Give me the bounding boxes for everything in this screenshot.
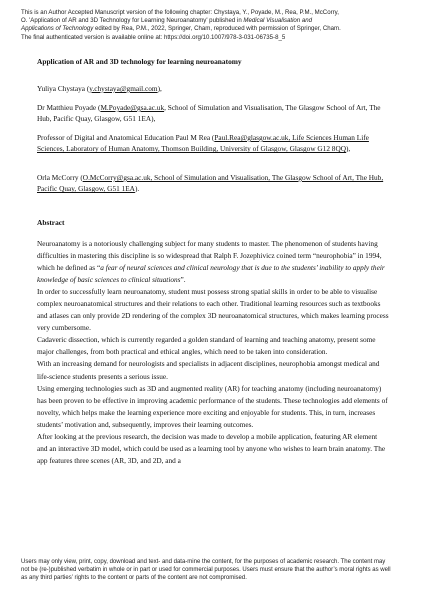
author-name: Professor of Digital and Anatomical Education Paul M Rea ( bbox=[37, 133, 215, 142]
header-text: edited by Rea, P.M., 2022, Springer, Cham, reproduced with permission of Springer, Cham. bbox=[93, 25, 341, 33]
author-1 bbox=[37, 83, 389, 94]
footer-line-1: Users may only view, print, copy, download and text- and data-mine the content, for the purposes of academic research. The content may bbox=[21, 559, 386, 565]
author-email-link[interactable]: Paul.Rea@glasgow.ac.uk, Life Sciences Human Life Sciences, Laboratory of Human Anatomy, Thomson Building, University of Glasgow, Glasgow G12 8QQ bbox=[37, 133, 369, 154]
paragraph-text: Neuroanatomy is a notoriously challenging subject for many students to master. The phenomenon of students having difficulties in mastering this discipline is so widespread that Ralph F. Jozephivicz coined term “neurophobia” in 1994, which he defined as “ bbox=[37, 239, 382, 273]
author-2 bbox=[37, 102, 389, 124]
author-4 bbox=[37, 172, 389, 194]
footer-line-2: not be (re-)published verbatim in whole or in part or used for commercial purposes. Users must ensure that the author’s moral rights as well bbox=[21, 567, 391, 573]
author-email-link[interactable]: M.Poyade@gsa.ac.uk bbox=[100, 103, 165, 112]
paper-title: Application of AR and 3D technology for learning neuroanatomy bbox=[37, 57, 242, 66]
abstract-paragraph-3: Cadaveric dissection, which is currently regarded a golden standard of learning and teaching anatomy, present some major challenges, from both practical and ethical angles, which need to be taken into consideration. bbox=[37, 335, 376, 357]
usage-rights-footer bbox=[21, 558, 413, 582]
header-line-4: The final authenticated version is available online at: https://doi.org/10.1007/978-3-031-06735-8_5 bbox=[21, 33, 286, 41]
header-line-2 bbox=[21, 17, 411, 25]
abstract-paragraph-6: After looking at the previous research, the decision was made to develop a mobile application, featuring AR element and an interactive 3D model, which could be used as a learning tool by anyone who wishes to learn brain anatomy. The app features three scenes (AR, 3D, and 2D, and a bbox=[37, 431, 386, 465]
author-name: Yuliya Chystaya ( bbox=[37, 84, 90, 93]
author-name: Orla McCorry ( bbox=[37, 173, 83, 182]
author-punct: ). bbox=[134, 184, 140, 194]
abstract-paragraph-1 bbox=[37, 238, 389, 286]
abstract-paragraph-2: In order to successfully learn neuroanatomy, student must possess strong spatial skills in order to be able to visualise complex neuroanatomical structures and their relations to each other. Traditional learning resources such as textbooks and atlases can only provide 2D rendering of the complex 3D neuroanatomical structures, which makes learning process very cumbersome. bbox=[37, 287, 389, 333]
header-text: O. 'Application of AR and 3D Technology for Learning Neuroanatomy' published in bbox=[21, 17, 244, 25]
abstract-paragraph-5: Using emerging technologies such as 3D and augmented reality (AR) for teaching anatomy (including neuroanatomy) has been proven to be effective in improving academic performance of the students. These technologies add elements of novelty, which helps make the learning experience more exciting and enjoyable for students. This, in turn, increases students’ motivation and, subsequently, improves their learning outcomes. bbox=[37, 383, 388, 429]
footer-line-3: as any third parties’ rights to the content or parts of the content are not compromised. bbox=[21, 575, 247, 581]
author-punct: ), bbox=[346, 144, 351, 154]
author-name: Dr Matthieu Poyade ( bbox=[37, 103, 101, 112]
copyright-header-note bbox=[21, 9, 411, 42]
author-punct: ), bbox=[157, 84, 162, 93]
author-email-link[interactable]: O.McCorry@gsa.ac.uk, School of Simulation and Visualisation, The Glasgow School of Art, The Hub, Pacific Quay, Glasgow, G51 1EA bbox=[37, 173, 384, 194]
book-title-part: Medical Visualisation and bbox=[243, 17, 313, 25]
author-email-link[interactable]: y.chystaya@gmail.com bbox=[89, 84, 158, 93]
paragraph-text: ”. bbox=[180, 275, 186, 285]
book-title-part: Applications of Technology bbox=[21, 25, 94, 33]
header-line-3 bbox=[21, 25, 411, 33]
abstract-body bbox=[37, 238, 389, 467]
abstract-paragraph-4: With an increasing demand for neurologists and specialists in adjacent disciplines, neurophobia amongst medical and life-science students presents a serious issue. bbox=[37, 359, 380, 381]
quoted-definition: a fear of neural sciences and clinical neurology that is due to the students’ inability to apply their knowledge of basic sciences to clinical situations bbox=[37, 263, 385, 285]
author-affiliation: , School of Simulation and Visualisation, The Glasgow School of Art, The Hub, Pacific Quay, Glasgow, G51 1EA), bbox=[37, 103, 381, 124]
author-3 bbox=[37, 132, 389, 154]
header-line-1: This is an Author Accepted Manuscript version of the following chapter: Chystaya, Y., Poyade, M., Rea, P.M., McCorry, bbox=[21, 9, 339, 16]
abstract-heading: Abstract bbox=[37, 218, 65, 227]
